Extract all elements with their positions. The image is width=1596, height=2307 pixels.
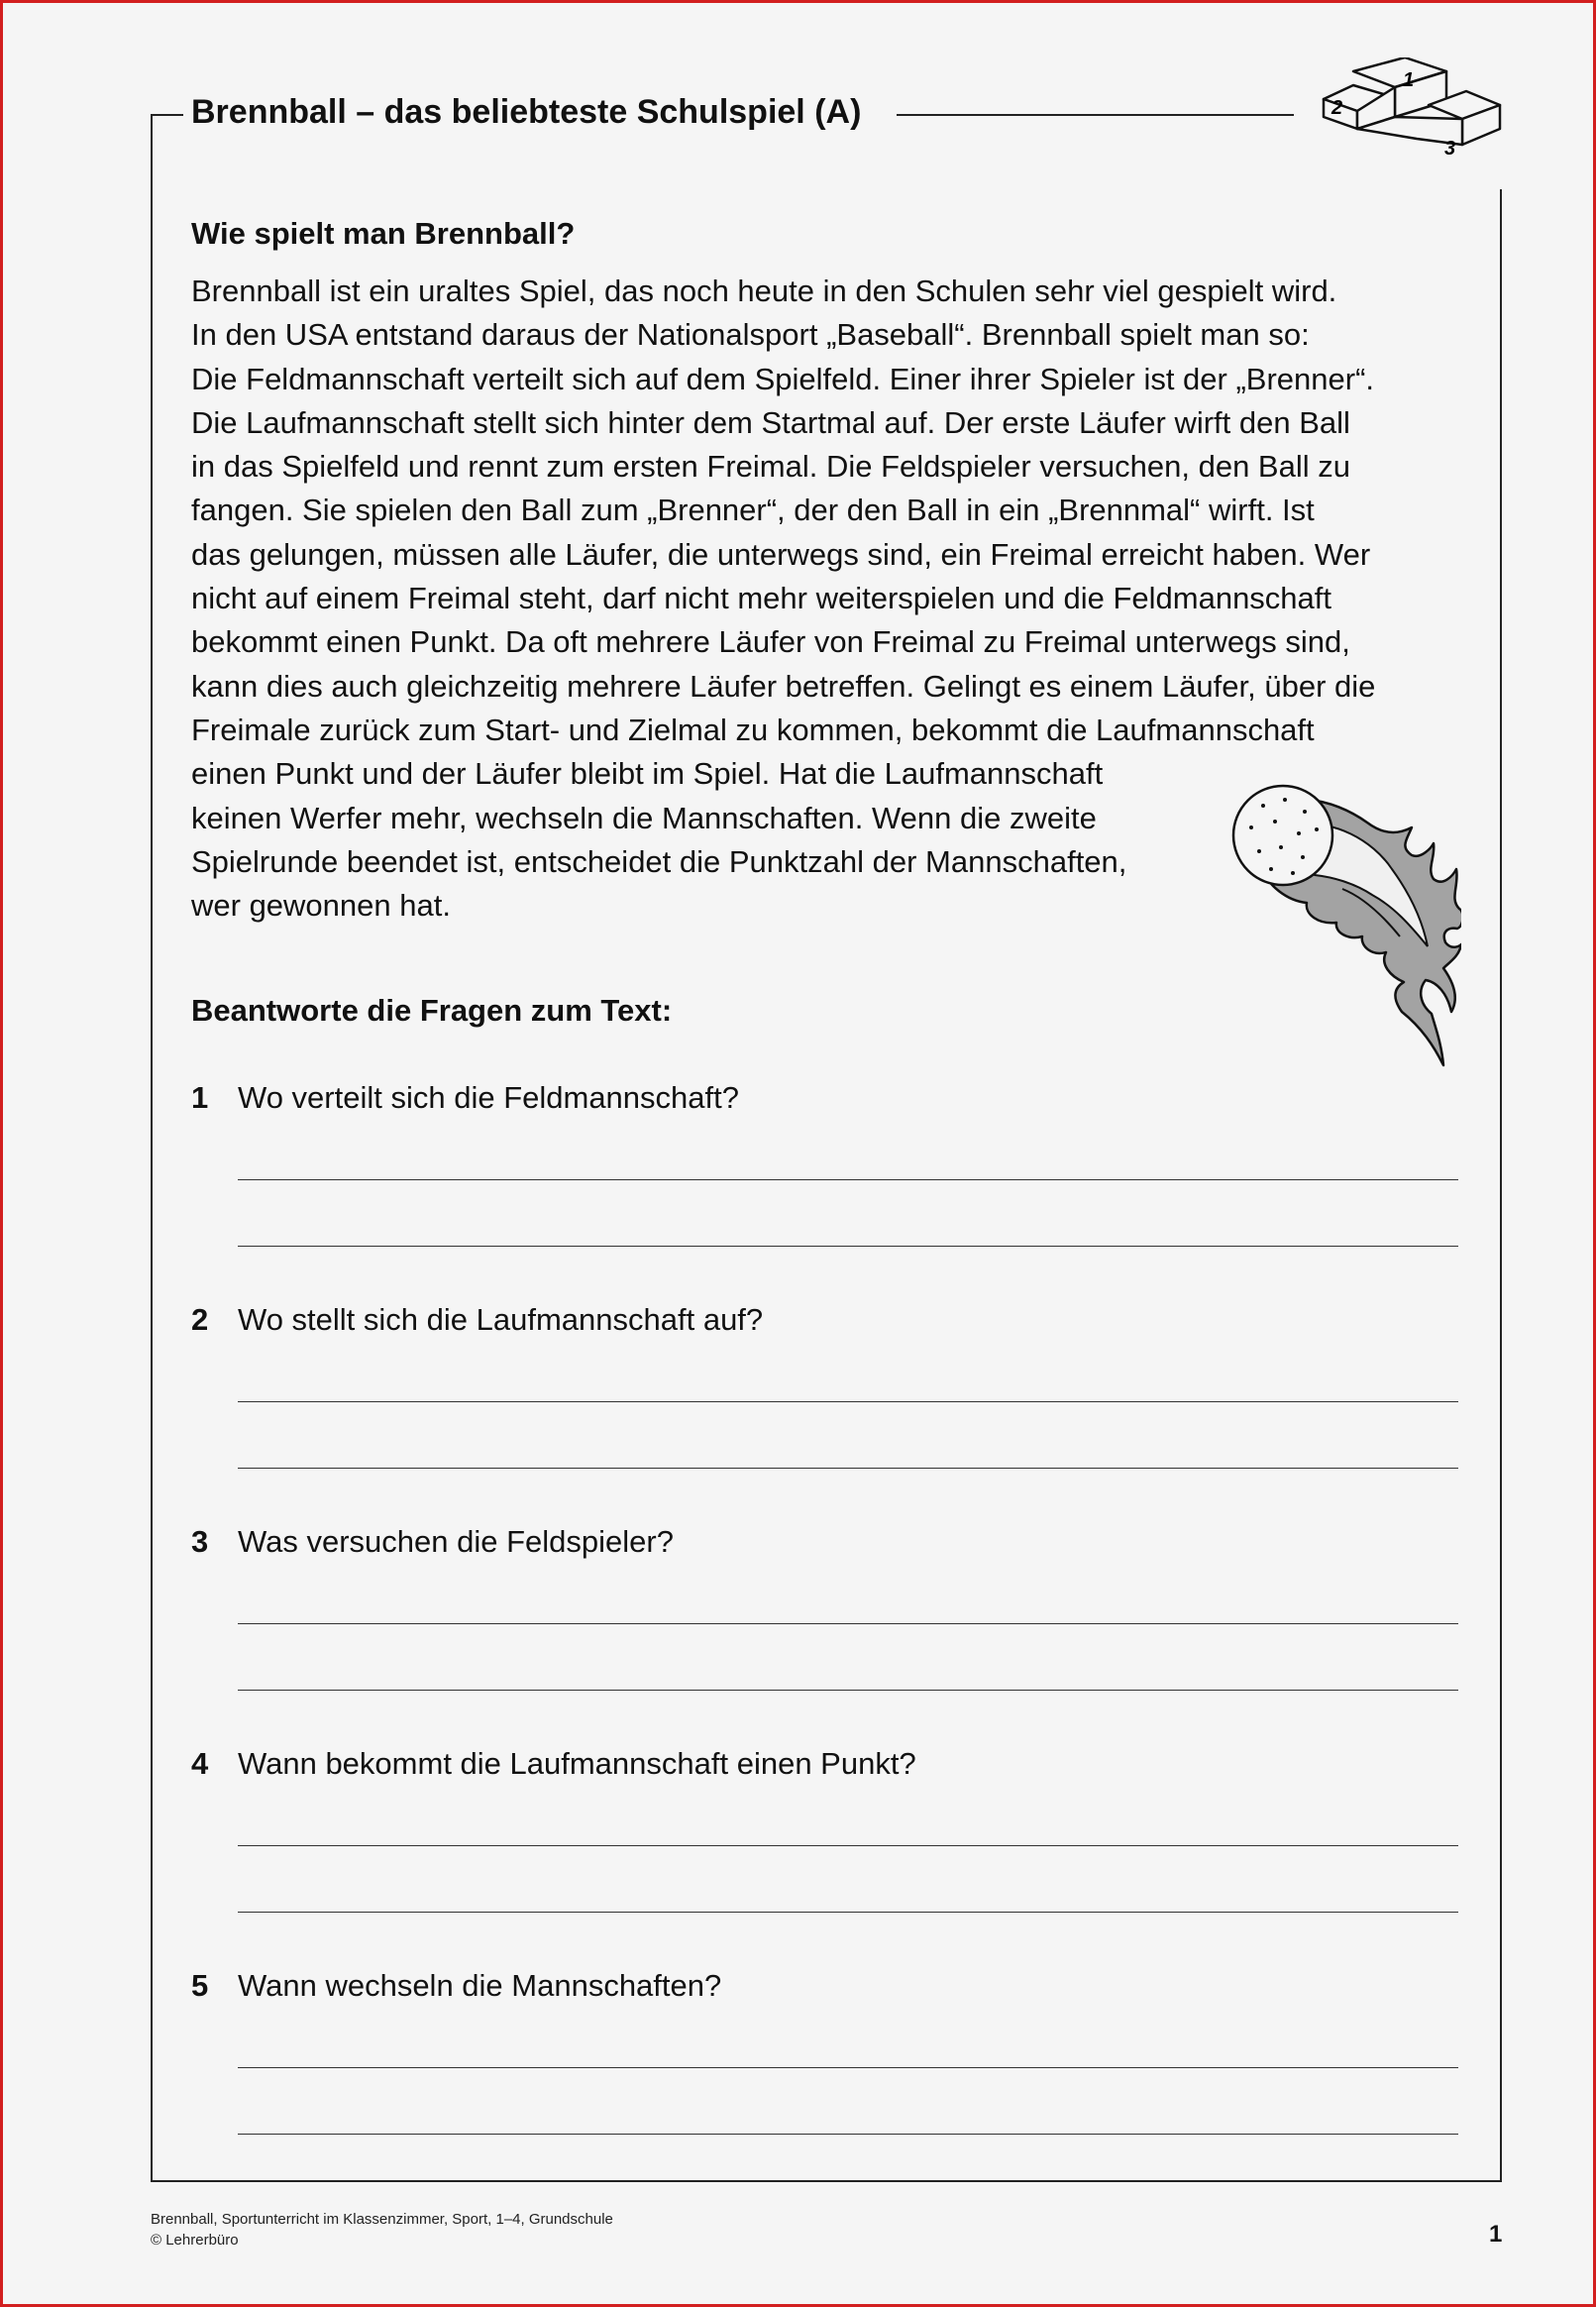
answer-line[interactable] bbox=[238, 1912, 1458, 1913]
title-rule bbox=[913, 114, 1288, 116]
text-line: Die Feldmannschaft verteilt sich auf dem Spielfeld. Einer ihrer Spieler ist der „Brenner“. bbox=[191, 361, 1375, 396]
question-text: Was versuchen die Feldspieler? bbox=[238, 1524, 674, 1559]
text-line: einen Punkt und der Läufer bleibt im Spiel. Hat die Laufmannschaft bbox=[191, 756, 1104, 792]
section-heading-questions: Beantworte die Fragen zum Text: bbox=[191, 993, 673, 1028]
question-number: 3 bbox=[191, 1524, 209, 1559]
question-number: 4 bbox=[191, 1746, 209, 1781]
answer-line[interactable] bbox=[238, 2067, 1458, 2068]
question-4 bbox=[191, 1746, 1459, 1924]
footer-copyright: © Lehrerbüro bbox=[151, 2232, 239, 2249]
page-title: Brennball – das beliebteste Schulspiel (A) bbox=[191, 93, 862, 131]
question-text: Wo stellt sich die Laufmannschaft auf? bbox=[238, 1302, 764, 1337]
question-text: Wann wechseln die Mannschaften? bbox=[238, 1968, 722, 2003]
question-2 bbox=[191, 1302, 1459, 1481]
question-number: 2 bbox=[191, 1302, 209, 1337]
question-3 bbox=[191, 1524, 1459, 1703]
question-number: 5 bbox=[191, 1968, 209, 2003]
text-line: Freimale zurück zum Start- und Zielmal zu kommen, bekommt die Laufmannschaft bbox=[191, 712, 1315, 747]
question-5 bbox=[191, 1968, 1459, 2146]
question-number: 1 bbox=[191, 1080, 209, 1115]
page-number: 1 bbox=[1489, 2221, 1503, 2248]
footer-credits bbox=[151, 2209, 613, 2251]
text-line: in das Spielfeld und rennt zum ersten Freimal. Die Feldspieler versuchen, den Ball zu bbox=[191, 449, 1350, 485]
podium-second: 2 bbox=[1331, 97, 1343, 119]
text-line: fangen. Sie spielen den Ball zum „Brenner“, der den Ball in ein „Brennmal“ wirft. Ist bbox=[191, 493, 1315, 528]
section-heading-rules: Wie spielt man Brennball? bbox=[191, 216, 576, 251]
text-line: Spielrunde beendet ist, entscheidet die Punktzahl der Mannschaften, bbox=[191, 843, 1127, 879]
question-1 bbox=[191, 1080, 1459, 1259]
question-text: Wo verteilt sich die Feldmannschaft? bbox=[238, 1080, 739, 1115]
footer-source: Brennball, Sportunterricht im Klassenzimmer, Sport, 1–4, Grundschule bbox=[151, 2211, 613, 2228]
text-line: nicht auf einem Freimal steht, darf nicht mehr weiterspielen und die Feldmannschaft bbox=[191, 581, 1332, 616]
text-line: wer gewonnen hat. bbox=[191, 888, 451, 924]
text-line: Brennball ist ein uraltes Spiel, das noch heute in den Schulen sehr viel gespielt wird. bbox=[191, 274, 1337, 308]
answer-line[interactable] bbox=[238, 1468, 1458, 1469]
answer-line[interactable] bbox=[238, 1845, 1458, 1846]
text-line: das gelungen, müssen alle Läufer, die unterwegs sind, ein Freimal erreicht haben. Wer bbox=[191, 536, 1371, 572]
text-line: kann dies auch gleichzeitig mehrere Läufer betreffen. Gelingt es einem Läufer, über die bbox=[191, 668, 1376, 704]
answer-line[interactable] bbox=[238, 1401, 1458, 1402]
answer-line[interactable] bbox=[238, 1246, 1458, 1247]
answer-line[interactable] bbox=[238, 1690, 1458, 1691]
answer-line[interactable] bbox=[238, 1623, 1458, 1624]
text-line: Die Laufmannschaft stellt sich hinter dem Startmal auf. Der erste Läufer wirft den Ball bbox=[191, 404, 1350, 440]
text-line: keinen Werfer mehr, wechseln die Mannschaften. Wenn die zweite bbox=[191, 800, 1097, 835]
answer-line[interactable] bbox=[238, 2134, 1458, 2135]
flaming-ball-icon bbox=[1224, 778, 1461, 1075]
question-text: Wann bekommt die Laufmannschaft einen Punkt? bbox=[238, 1746, 916, 1781]
podium-third: 3 bbox=[1444, 138, 1456, 160]
rules-text bbox=[191, 270, 1375, 928]
text-line: bekommt einen Punkt. Da oft mehrere Läufer von Freimal zu Freimal unterwegs sind, bbox=[191, 624, 1350, 660]
podium-first: 1 bbox=[1403, 69, 1415, 91]
text-line: In den USA entstand daraus der Nationalsport „Baseball“. Brennball spielt man so: bbox=[191, 317, 1310, 353]
answer-line[interactable] bbox=[238, 1179, 1458, 1180]
podium-icon bbox=[1318, 57, 1526, 176]
